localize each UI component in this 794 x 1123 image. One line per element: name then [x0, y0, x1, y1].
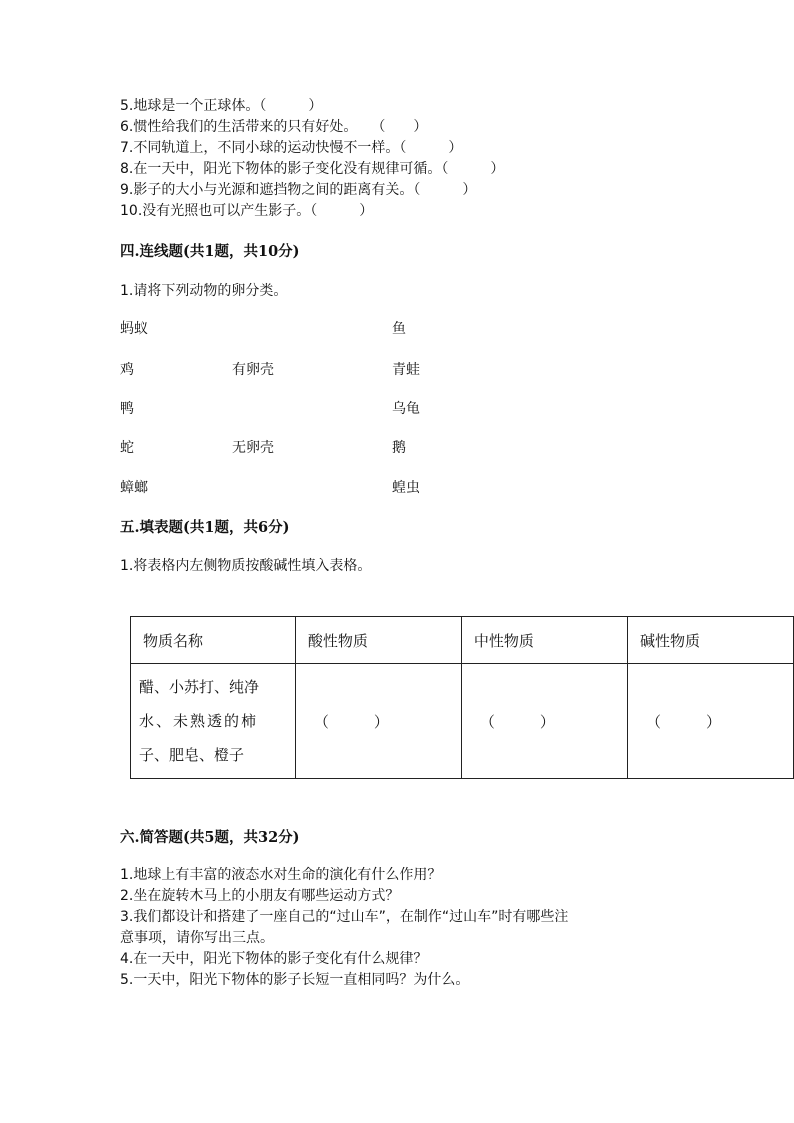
substance-line: 醋、小苏打、纯净: [139, 678, 260, 696]
short-answer-item: 5.一天中，阳光下物体的影子长短一直相同吗？为什么。: [120, 972, 470, 988]
table-question: 1.将表格内左侧物质按酸碱性填入表格。: [120, 558, 372, 574]
table-header-cell: 物质名称: [131, 617, 296, 664]
section-heading-matching: 四.连线题(共1题，共10分): [120, 243, 300, 260]
table-header-cell: 碱性物质: [627, 617, 793, 664]
acidic-answer-cell[interactable]: （ ）: [295, 664, 461, 779]
matching-right-item: 鱼: [392, 321, 406, 337]
judgement-item-6: 6.惯性给我们的生活带来的只有好处。 （ ）: [120, 119, 428, 135]
classification-table: [130, 616, 794, 779]
matching-category: 无卵壳: [232, 440, 274, 456]
short-answer-item: 意事项，请你写出三点。: [120, 930, 274, 946]
matching-category: 有卵壳: [232, 362, 274, 378]
short-answer-item: 4.在一天中，阳光下物体的影子变化有什么规律？: [120, 951, 428, 967]
substance-line: 子、肥皂、橙子: [139, 746, 245, 764]
section-heading-table: 五.填表题(共1题，共6分): [120, 519, 290, 536]
section-heading-short-answer: 六.简答题(共5题，共32分): [120, 829, 300, 846]
neutral-answer-cell[interactable]: （ ）: [461, 664, 627, 779]
matching-left-item: 鸭: [120, 401, 134, 417]
matching-question: 1.请将下列动物的卵分类。: [120, 283, 288, 299]
judgement-item-9: 9.影子的大小与光源和遮挡物之间的距离有关。（ ）: [120, 182, 477, 198]
table-header-row: [131, 617, 794, 664]
short-answer-item: 3.我们都设计和搭建了一座自己的“过山车”，在制作“过山车”时有哪些注: [120, 909, 569, 925]
short-answer-item: 1.地球上有丰富的液态水对生命的演化有什么作用？: [120, 867, 442, 883]
substance-line: 水、未熟透的柿: [139, 712, 259, 730]
short-answer-item: 2.坐在旋转木马上的小朋友有哪些运动方式？: [120, 888, 400, 904]
matching-left-item: 蟑螂: [120, 480, 148, 496]
substance-names-cell: [131, 664, 296, 779]
judgement-item-7: 7.不同轨道上，不同小球的运动快慢不一样。（ ）: [120, 140, 463, 156]
matching-right-item: 鹅: [392, 440, 406, 456]
matching-right-item: 青蛙: [392, 362, 420, 378]
matching-left-item: 鸡: [120, 362, 134, 378]
alkaline-answer-cell[interactable]: （ ）: [627, 664, 793, 779]
matching-left-item: 蛇: [120, 440, 134, 456]
table-row: [131, 664, 794, 779]
judgement-item-5: 5.地球是一个正球体。（ ）: [120, 98, 323, 114]
table-header-cell: 中性物质: [461, 617, 627, 664]
judgement-item-10: 10.没有光照也可以产生影子。（ ）: [120, 203, 374, 219]
matching-left-item: 蚂蚁: [120, 321, 148, 337]
matching-right-item: 乌龟: [392, 401, 420, 417]
judgement-item-8: 8.在一天中，阳光下物体的影子变化没有规律可循。（ ）: [120, 161, 505, 177]
table-header-cell: 酸性物质: [295, 617, 461, 664]
matching-right-item: 蝗虫: [392, 480, 420, 496]
